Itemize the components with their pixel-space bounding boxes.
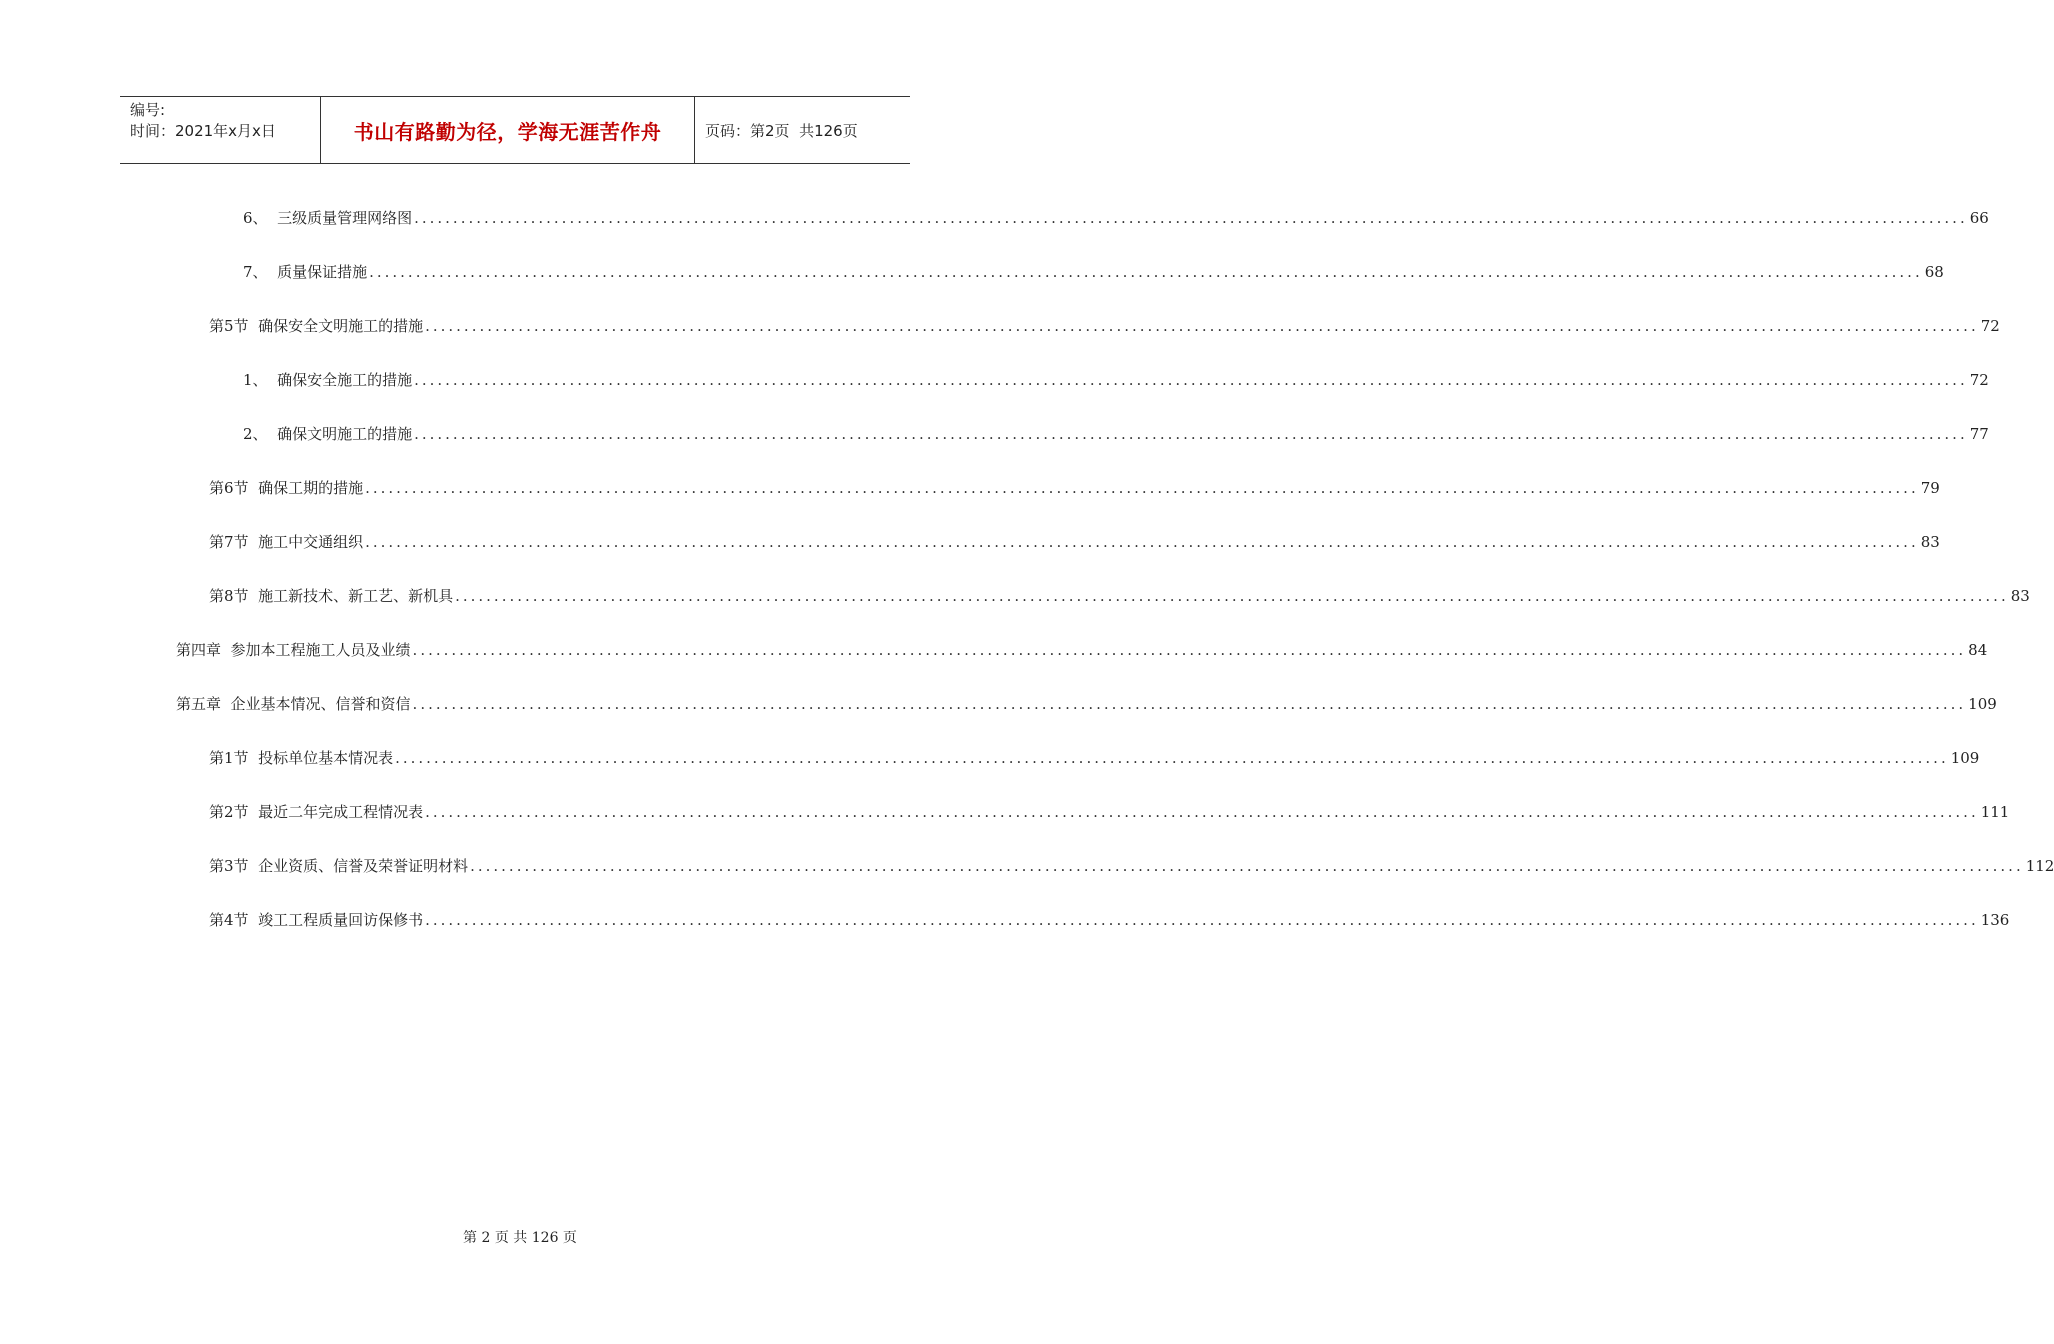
toc-entry-page: 111 xyxy=(1980,803,2010,821)
toc-entry[interactable] xyxy=(209,584,2030,608)
toc-entry-page: 77 xyxy=(1969,425,1989,443)
toc-entry-label: 7、 质量保证措施 xyxy=(243,263,368,281)
toc-entry[interactable] xyxy=(243,422,1989,446)
toc-entry-page: 83 xyxy=(2010,587,2030,605)
toc-entry[interactable] xyxy=(209,530,1940,554)
page-footer: 第 2 页 共 126 页 xyxy=(463,1230,577,1246)
toc-entry-label: 第4节 竣工工程质量回访保修书 xyxy=(209,911,424,929)
toc-entry[interactable] xyxy=(176,638,1988,662)
toc-entry-page: 109 xyxy=(1968,695,1997,713)
toc-entry-label: 1、 确保安全施工的措施 xyxy=(243,371,413,389)
toc-entry[interactable] xyxy=(209,314,2000,338)
toc-entry-page: 83 xyxy=(1920,533,1940,551)
toc-entry[interactable] xyxy=(176,692,1997,716)
toc-entry-page: 109 xyxy=(1950,749,1980,767)
toc-entry-page: 112 xyxy=(2025,857,2054,875)
toc-entry-page: 79 xyxy=(1920,479,1940,497)
toc-entry[interactable] xyxy=(209,800,2010,824)
toc-entry-label: 第1节 投标单位基本情况表 xyxy=(209,749,394,767)
toc-leader-dots: ........................................................................................................................................................................................................ xyxy=(414,209,1968,227)
toc-leader-dots: ........................................................................................................................................................................................................ xyxy=(369,263,1923,281)
toc-entry-page: 84 xyxy=(1968,641,1988,659)
toc-leader-dots: ........................................................................................................................................................................................................ xyxy=(425,803,1979,821)
toc-entry-page: 66 xyxy=(1969,209,1989,227)
toc-leader-dots: ........................................................................................................................................................................................................ xyxy=(455,587,2009,605)
toc-entry-label: 2、 确保文明施工的措施 xyxy=(243,425,413,443)
toc-leader-dots: ........................................................................................................................................................................................................ xyxy=(412,695,1967,713)
toc-entry-label: 第四章 参加本工程施工人员及业绩 xyxy=(176,641,411,659)
toc-leader-dots: ........................................................................................................................................................................................................ xyxy=(425,317,1979,335)
header-meta xyxy=(120,97,321,163)
toc-entry[interactable] xyxy=(209,908,2010,932)
toc-entry[interactable] xyxy=(209,854,2054,878)
toc-entry-page: 72 xyxy=(1969,371,1989,389)
toc-leader-dots: ........................................................................................................................................................................................................ xyxy=(395,749,1949,767)
time-label: 时间：2021年x月x日 xyxy=(130,122,276,140)
toc-entry-label: 6、 三级质量管理网络图 xyxy=(243,209,413,227)
toc-entry-label: 第6节 确保工期的措施 xyxy=(209,479,364,497)
toc-leader-dots: ........................................................................................................................................................................................................ xyxy=(414,371,1968,389)
document-header xyxy=(120,96,910,164)
header-motto: 书山有路勤为径，学海无涯苦作舟 xyxy=(321,97,695,163)
page-info-text: 页码：第2页 共126页 xyxy=(705,121,858,140)
toc-leader-dots: ........................................................................................................................................................................................................ xyxy=(425,911,1979,929)
header-page-info xyxy=(695,97,910,163)
toc-entry[interactable] xyxy=(209,476,1940,500)
toc-leader-dots: ........................................................................................................................................................................................................ xyxy=(412,641,1967,659)
toc-entry-page: 68 xyxy=(1924,263,1944,281)
toc-entry[interactable] xyxy=(243,206,1989,230)
toc-entry-page: 136 xyxy=(1980,911,2010,929)
toc-entry-label: 第8节 施工新技术、新工艺、新机具 xyxy=(209,587,454,605)
toc-entry-label: 第7节 施工中交通组织 xyxy=(209,533,364,551)
toc-entry[interactable] xyxy=(243,260,1944,284)
toc-entry-label: 第3节 企业资质、信誉及荣誉证明材料 xyxy=(209,857,469,875)
toc-leader-dots: ........................................................................................................................................................................................................ xyxy=(470,857,2024,875)
toc-entry-label: 第2节 最近二年完成工程情况表 xyxy=(209,803,424,821)
toc-entry[interactable] xyxy=(243,368,1989,392)
toc-entry-page: 72 xyxy=(1980,317,2000,335)
toc-leader-dots: ........................................................................................................................................................................................................ xyxy=(414,425,1968,443)
toc-entry-label: 第5节 确保安全文明施工的措施 xyxy=(209,317,424,335)
toc-entry[interactable] xyxy=(209,746,1980,770)
toc-leader-dots: ........................................................................................................................................................................................................ xyxy=(365,479,1919,497)
toc-entry-label: 第五章 企业基本情况、信誉和资信 xyxy=(176,695,411,713)
toc-leader-dots: ........................................................................................................................................................................................................ xyxy=(365,533,1919,551)
number-label: 编号: xyxy=(130,101,166,119)
